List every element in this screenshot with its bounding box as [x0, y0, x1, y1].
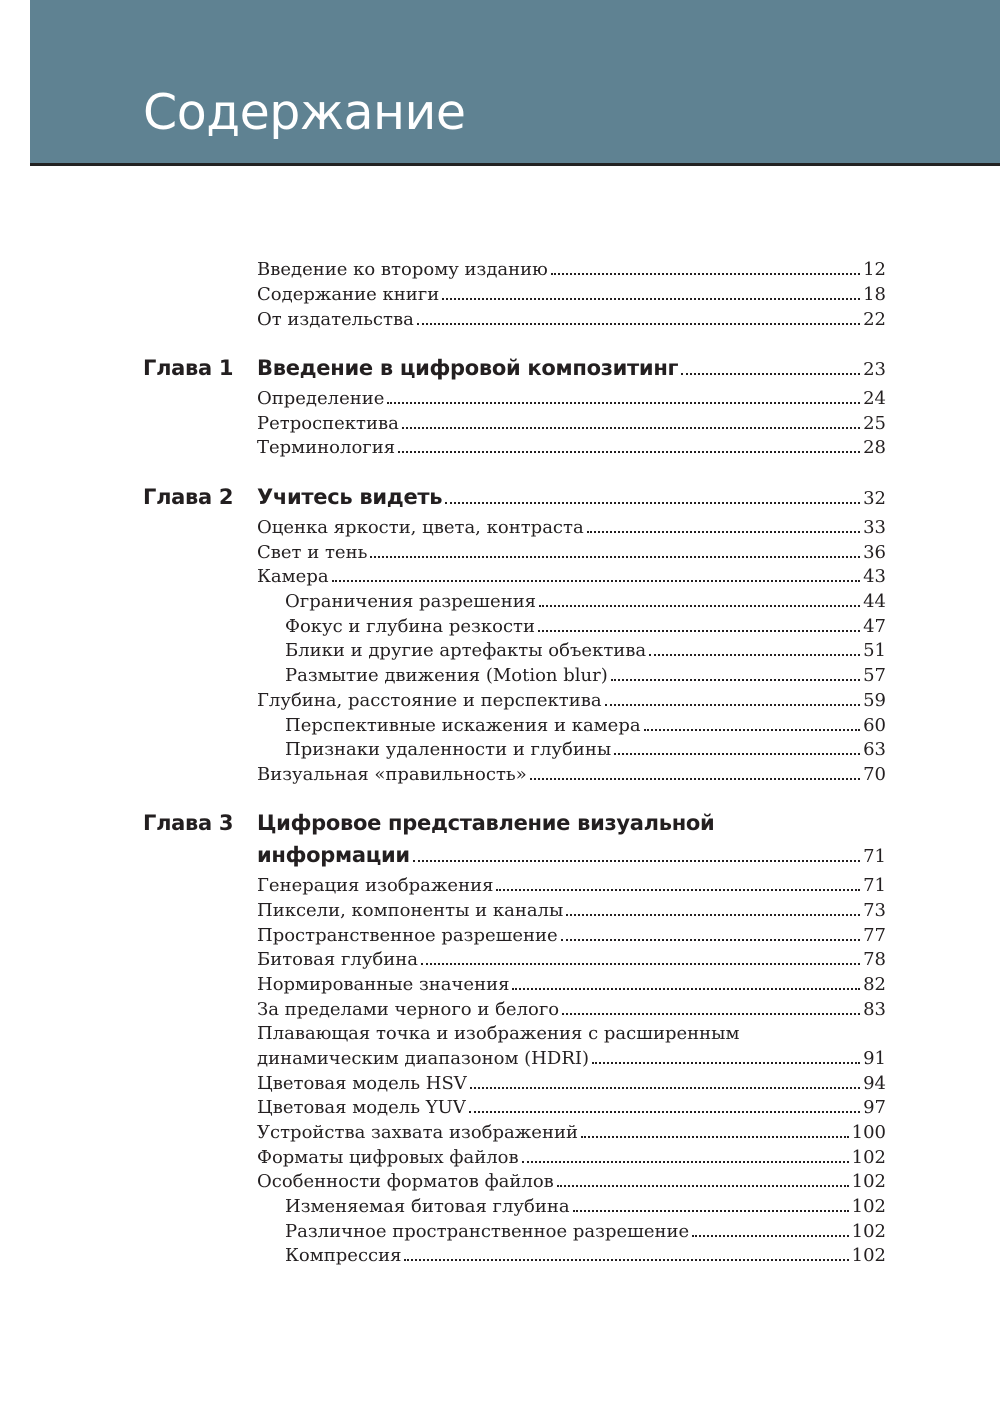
- dot-leader: [566, 909, 860, 916]
- toc-entry-page: 82: [863, 974, 886, 995]
- toc-entry-page: 60: [863, 715, 886, 736]
- toc-entry-title: Перспективные искажения и камера: [285, 715, 641, 736]
- toc-entry-title: Пиксели, компоненты и каналы: [257, 900, 564, 921]
- toc-entry-title: От издательства: [257, 309, 414, 330]
- toc-entry[interactable]: [257, 308, 886, 332]
- dot-leader: [557, 1180, 849, 1187]
- dot-leader: [587, 526, 860, 533]
- toc-entry-page: 25: [863, 413, 886, 434]
- toc-entry-title: Особенности форматов файлов: [257, 1171, 554, 1192]
- toc-entry-title: Генерация изображения: [257, 875, 494, 896]
- toc-entry-title: Компрессия: [285, 1245, 402, 1266]
- toc-entry-title: Свет и тень: [257, 542, 368, 563]
- toc-subentry[interactable]: [285, 615, 886, 639]
- chapter-title-line2: информации: [257, 843, 410, 867]
- toc-entry[interactable]: [257, 387, 886, 411]
- dot-leader: [421, 958, 860, 965]
- dot-leader: [573, 1205, 849, 1212]
- toc-entry[interactable]: [257, 516, 886, 540]
- chapter-heading[interactable]: [257, 843, 886, 867]
- toc-subentry[interactable]: [285, 714, 886, 738]
- toc-entry-page: 83: [863, 999, 886, 1020]
- chapter-label: Глава 3: [143, 811, 234, 835]
- toc-entry-page: 100: [851, 1122, 886, 1143]
- toc-entry[interactable]: [257, 763, 886, 787]
- chapter-title: Учитесь видеть: [257, 485, 443, 509]
- chapter-title: Введение в цифровой композитинг: [257, 356, 679, 380]
- dot-leader: [551, 268, 860, 275]
- toc-entry-page: 78: [863, 949, 886, 970]
- toc-entry-title: Размытие движения (Motion blur): [285, 665, 608, 686]
- toc-entry-title-line2: динамическим диапазоном (HDRI): [257, 1048, 589, 1069]
- dot-leader: [614, 748, 860, 755]
- dot-leader: [332, 575, 861, 582]
- toc-entry-page: 73: [863, 900, 886, 921]
- dot-leader: [605, 699, 861, 706]
- toc-entry-title: Глубина, расстояние и перспектива: [257, 690, 602, 711]
- toc-entry-title: Цветовая модель HSV: [257, 1073, 467, 1094]
- dot-leader: [445, 497, 860, 504]
- toc-entry-title: Содержание книги: [257, 284, 440, 305]
- dot-leader: [562, 1008, 860, 1015]
- toc-entry-title: Нормированные значения: [257, 974, 510, 995]
- dot-leader: [413, 855, 860, 862]
- toc-entry-page: 44: [863, 591, 886, 612]
- toc-subentry[interactable]: [285, 1195, 886, 1219]
- dot-leader: [581, 1131, 849, 1138]
- toc-entry-title: Форматы цифровых файлов: [257, 1147, 519, 1168]
- toc-subentry[interactable]: [285, 639, 886, 663]
- dot-leader: [470, 1082, 860, 1089]
- toc-entry-page: 59: [863, 690, 886, 711]
- toc-entry-page: 57: [863, 665, 886, 686]
- toc-entry[interactable]: [257, 899, 886, 923]
- dot-leader: [649, 649, 860, 656]
- toc-entry[interactable]: [257, 1047, 886, 1071]
- dot-leader: [538, 625, 860, 632]
- toc-entry-title: Блики и другие артефакты объектива: [285, 640, 647, 661]
- toc-entry-title: Оценка яркости, цвета, контраста: [257, 517, 584, 538]
- dot-leader: [370, 551, 860, 558]
- toc-entry-page: 77: [863, 925, 886, 946]
- toc-entry[interactable]: [257, 436, 886, 460]
- toc-entry-page: 36: [863, 542, 886, 563]
- header-band: [30, 0, 1000, 166]
- dot-leader: [644, 724, 861, 731]
- toc-entry-title: Изменяемая битовая глубина: [285, 1196, 570, 1217]
- chapter-page: 71: [863, 846, 886, 867]
- toc-entry-title: Терминология: [257, 437, 396, 458]
- toc-entry[interactable]: [257, 1072, 886, 1096]
- toc-entry-page: 91: [863, 1048, 886, 1069]
- toc-entry-page: 18: [863, 284, 886, 305]
- dot-leader: [496, 884, 860, 891]
- dot-leader: [539, 600, 860, 607]
- toc-entry-page: 22: [863, 309, 886, 330]
- toc-subentry[interactable]: [285, 590, 886, 614]
- toc-entry-title: Ограничения разрешения: [285, 591, 537, 612]
- toc-entry[interactable]: [257, 689, 886, 713]
- toc-subentry[interactable]: [285, 664, 886, 688]
- toc-entry-page: 63: [863, 739, 886, 760]
- dot-leader: [387, 397, 860, 404]
- toc-entry-title: Признаки удаленности и глубины: [285, 739, 612, 760]
- toc-entry-page: 102: [851, 1147, 886, 1168]
- dot-leader: [522, 1156, 849, 1163]
- toc-entry-page: 47: [863, 616, 886, 637]
- chapter-heading[interactable]: [257, 356, 886, 380]
- toc-entry-page: 94: [863, 1073, 886, 1094]
- page-title: Содержание: [143, 84, 466, 141]
- toc-entry[interactable]: [257, 541, 886, 565]
- toc-entry-page: 28: [863, 437, 886, 458]
- dot-leader: [681, 368, 860, 375]
- toc-entry[interactable]: [257, 973, 886, 997]
- toc-entry-page: 24: [863, 388, 886, 409]
- dot-leader: [398, 446, 860, 453]
- toc-entry-title: Пространственное разрешение: [257, 925, 558, 946]
- toc-entry-title: Цветовая модель YUV: [257, 1097, 466, 1118]
- toc-entry-title-line1[interactable]: Плавающая точка и изображения с расширенным: [257, 1023, 740, 1044]
- toc-entry-title: За пределами черного и белого: [257, 999, 560, 1020]
- toc-entry[interactable]: [257, 565, 886, 589]
- toc-entry-page: 33: [863, 517, 886, 538]
- toc-entry-page: 71: [863, 875, 886, 896]
- toc-entry[interactable]: [257, 283, 886, 307]
- toc-entry[interactable]: [257, 258, 886, 282]
- toc-entry-page: 102: [851, 1221, 886, 1242]
- toc-entry-page: 97: [863, 1097, 886, 1118]
- toc-entry-title: Битовая глубина: [257, 949, 418, 970]
- toc-subentry[interactable]: [285, 1244, 886, 1268]
- chapter-title-line1[interactable]: Цифровое представление визуальной: [257, 811, 715, 835]
- toc-entry-page: 102: [851, 1171, 886, 1192]
- toc-entry-title: Ретроспектива: [257, 413, 399, 434]
- toc-entry-title: Устройства захвата изображений: [257, 1122, 578, 1143]
- toc-entry[interactable]: [257, 874, 886, 898]
- dot-leader: [404, 1254, 848, 1261]
- chapter-page: 23: [863, 359, 886, 380]
- dot-leader: [417, 318, 860, 325]
- toc-entry[interactable]: [257, 1146, 886, 1170]
- toc-entry-page: 70: [863, 764, 886, 785]
- toc-entry-page: 43: [863, 566, 886, 587]
- dot-leader: [611, 674, 860, 681]
- toc-entry-title: Определение: [257, 388, 385, 409]
- chapter-heading[interactable]: [257, 485, 886, 509]
- dot-leader: [402, 422, 860, 429]
- toc-subentry[interactable]: [285, 1220, 886, 1244]
- toc-entry[interactable]: [257, 1121, 886, 1145]
- dot-leader: [530, 773, 860, 780]
- chapter-label: Глава 2: [143, 485, 234, 509]
- toc-entry-page: 102: [851, 1196, 886, 1217]
- chapter-label: Глава 1: [143, 356, 234, 380]
- toc-entry[interactable]: [257, 412, 886, 436]
- toc-entry[interactable]: [257, 948, 886, 972]
- toc-entry-page: 51: [863, 640, 886, 661]
- toc-entry-title: Камера: [257, 566, 329, 587]
- toc-entry-title: Различное пространственное разрешение: [285, 1221, 690, 1242]
- toc-entry-title: Визуальная «правильность»: [257, 764, 527, 785]
- dot-leader: [592, 1057, 860, 1064]
- toc-entry[interactable]: [257, 924, 886, 948]
- toc-entry[interactable]: [257, 1096, 886, 1120]
- dot-leader: [442, 293, 860, 300]
- dot-leader: [692, 1230, 848, 1237]
- dot-leader: [512, 983, 860, 990]
- toc-entry[interactable]: [257, 1170, 886, 1194]
- toc-subentry[interactable]: [285, 738, 886, 762]
- dot-leader: [469, 1106, 860, 1113]
- chapter-page: 32: [863, 488, 886, 509]
- toc-entry-title: Фокус и глубина резкости: [285, 616, 535, 637]
- toc-entry-page: 12: [863, 259, 886, 280]
- toc-entry-title: Введение ко второму изданию: [257, 259, 548, 280]
- toc-entry-page: 102: [851, 1245, 886, 1266]
- dot-leader: [561, 934, 860, 941]
- toc-entry[interactable]: [257, 998, 886, 1022]
